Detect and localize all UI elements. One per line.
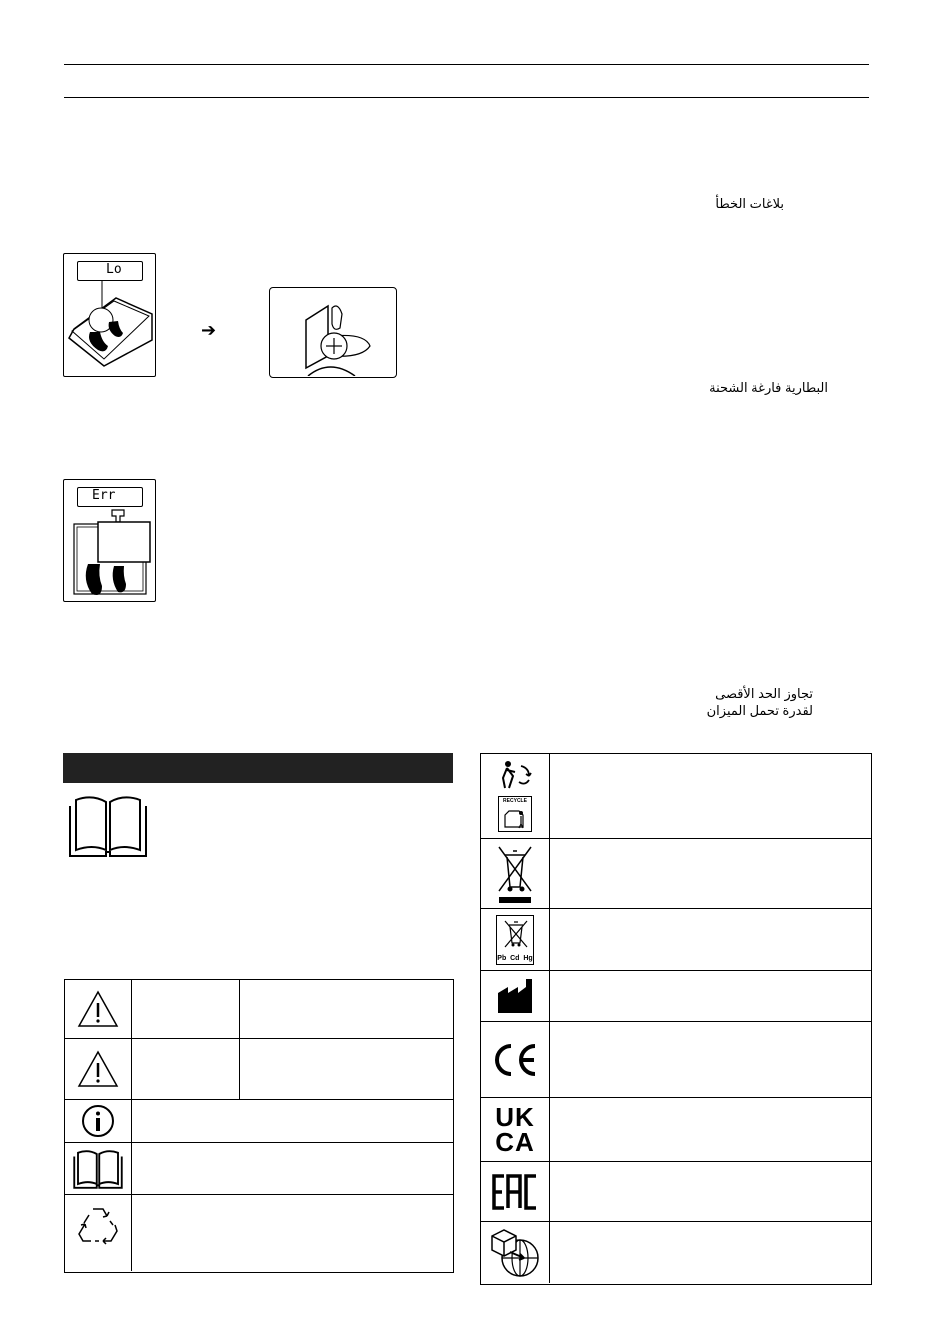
recycle-bin-sign-icon — [498, 796, 532, 832]
read-manual-icon — [65, 1143, 131, 1194]
info-icon — [65, 1100, 131, 1142]
right-symbol-table — [480, 753, 872, 1285]
ukca-bottom-text: CA — [495, 1126, 535, 1157]
ukca-top-text: UK — [495, 1101, 535, 1132]
overload-label-line1: تجاوز الحد الأقصى — [715, 686, 813, 701]
recycle-label: RECYCLE — [503, 798, 527, 804]
battery-metals-label: Pb Cd Hg — [497, 954, 533, 962]
overload-scale-figure — [63, 479, 156, 602]
header-rule-top — [64, 64, 869, 65]
low-battery-scale-figure — [63, 253, 156, 377]
caution-icon — [65, 1039, 131, 1099]
eac-mark-icon — [481, 1162, 549, 1221]
manufacturer-factory-icon — [481, 971, 549, 1021]
weee-crossed-bin-icon — [481, 839, 549, 908]
error-messages-title: بلاغات الخطأ — [715, 196, 784, 211]
tidyman-icon — [499, 760, 533, 795]
ce-mark-icon — [481, 1022, 549, 1097]
battery-replace-icon — [270, 288, 395, 376]
battery-disposal-icon — [481, 909, 549, 970]
ukca-mark-icon — [481, 1098, 549, 1161]
right-table-icon-column-divider — [549, 754, 550, 1283]
battery-compartment-figure — [269, 287, 397, 378]
header-rule-bottom — [64, 97, 869, 98]
section-banner — [63, 753, 453, 783]
scale-display-err: Err — [77, 487, 143, 507]
left-table-middle-divider — [239, 980, 240, 1099]
left-table-icon-column-divider — [131, 980, 132, 1271]
battery-empty-label: البطارية فارغة الشحنة — [709, 380, 828, 395]
scale-display-lo: Lo — [77, 261, 143, 281]
recycle-arrows-icon — [65, 1195, 131, 1255]
book-manual-icon — [68, 794, 148, 858]
global-shipping-icon — [481, 1222, 549, 1283]
arrow-icon: ➔ — [201, 320, 217, 341]
overload-label-line2: لقدرة تحمل الميزان — [706, 703, 813, 718]
warning-icon — [65, 980, 131, 1038]
scale-platform-icon — [64, 254, 154, 375]
overload-weight-icon — [64, 480, 154, 600]
left-symbol-table — [64, 979, 454, 1273]
